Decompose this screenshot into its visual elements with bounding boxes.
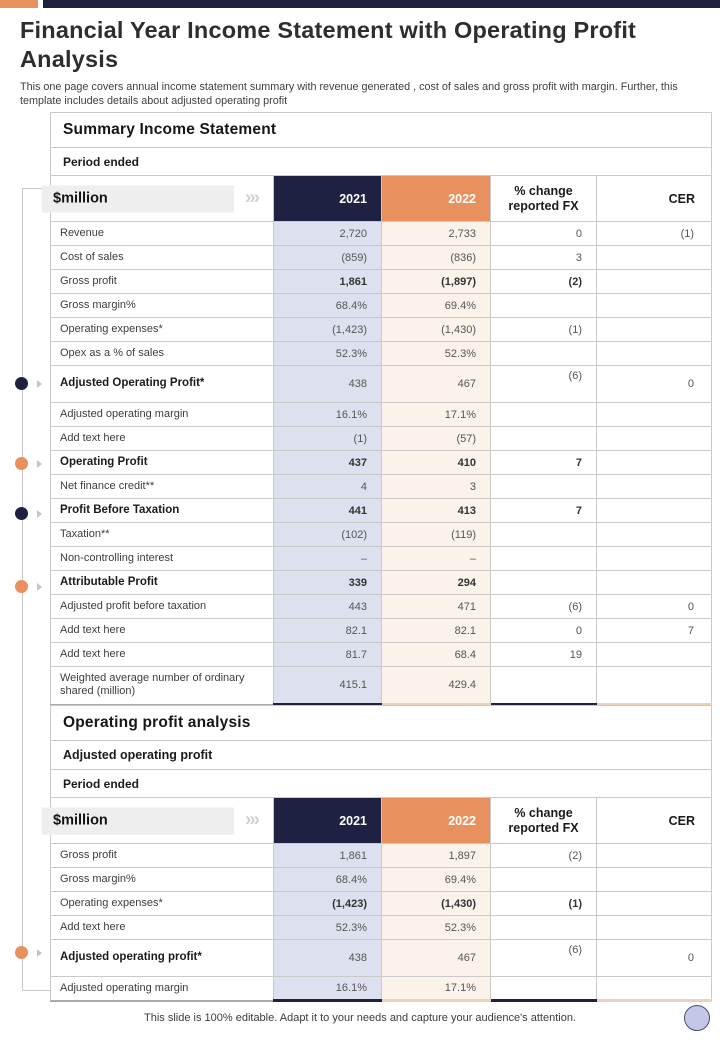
cell-2021: 438	[274, 366, 382, 403]
table-row	[51, 619, 712, 643]
cell-cer	[597, 475, 712, 499]
section-title: Summary Income Statement	[51, 113, 712, 148]
cell-2022: 69.4%	[382, 294, 491, 318]
cell-pct-change: 7	[491, 451, 597, 475]
section-title: Operating profit analysis	[51, 706, 712, 741]
cell-2022: 68.4	[382, 643, 491, 667]
cell-pct-change: 0	[491, 619, 597, 643]
cell-2021: 438	[274, 940, 382, 977]
marker-arrow-icon	[37, 380, 42, 388]
cell-pct-change	[491, 294, 597, 318]
cell-pct-change: 7	[491, 499, 597, 523]
cell-label: Net finance credit**	[51, 475, 274, 499]
cell-cer	[597, 318, 712, 342]
cell-cer	[597, 667, 712, 705]
cell-cer: 7	[597, 619, 712, 643]
cell-2022: 17.1%	[382, 403, 491, 427]
cell-2021: 441	[274, 499, 382, 523]
cell-label: Operating expenses*	[51, 318, 274, 342]
cell-pct-change: (2)	[491, 270, 597, 294]
cell-label: Adjusted operating profit*	[51, 940, 274, 977]
section-title-row	[51, 113, 712, 148]
marker-dot-orange-icon	[15, 946, 28, 959]
cell-label: Adjusted profit before taxation	[51, 595, 274, 619]
cell-pct-change	[491, 667, 597, 705]
table-row	[51, 499, 712, 523]
cell-cer	[597, 294, 712, 318]
table-row	[51, 475, 712, 499]
cell-label: Add text here	[51, 916, 274, 940]
cell-pct-change: 0	[491, 222, 597, 246]
cell-2022: 471	[382, 595, 491, 619]
period-ended-label: Period ended	[51, 148, 712, 176]
cell-2021: (1,423)	[274, 892, 382, 916]
cell-pct-change: (1)	[491, 892, 597, 916]
cell-label: Attributable Profit	[51, 571, 274, 595]
table-row	[51, 667, 712, 705]
cell-cer	[597, 643, 712, 667]
cell-pct-change: (1)	[491, 318, 597, 342]
cell-label: Adjusted Operating Profit*	[51, 366, 274, 403]
cell-cer	[597, 270, 712, 294]
cell-2021: 52.3%	[274, 916, 382, 940]
table-row	[51, 451, 712, 475]
cell-cer	[597, 892, 712, 916]
cell-2022: 3	[382, 475, 491, 499]
table-row	[51, 270, 712, 294]
cell-pct-change	[491, 523, 597, 547]
cell-2022: (1,897)	[382, 270, 491, 294]
cell-pct-change	[491, 868, 597, 892]
table-row	[51, 222, 712, 246]
cell-cer	[597, 427, 712, 451]
statement-table	[50, 112, 712, 706]
cell-pct-change	[491, 547, 597, 571]
topbar-navy	[43, 0, 720, 8]
cell-label: Adjusted operating margin	[51, 403, 274, 427]
cell-label: Gross profit	[51, 844, 274, 868]
cell-2022: 52.3%	[382, 342, 491, 366]
cell-cer	[597, 246, 712, 270]
cell-label: Revenue	[51, 222, 274, 246]
subsection-title-row	[51, 741, 712, 770]
table-row	[51, 868, 712, 892]
cell-pct-change: (6)	[491, 940, 597, 977]
cell-2022: 2,733	[382, 222, 491, 246]
table-row	[51, 595, 712, 619]
cell-label: Cost of sales	[51, 246, 274, 270]
chevrons-icon: ›››	[245, 187, 258, 209]
table-row	[51, 342, 712, 366]
cell-label: Adjusted operating margin	[51, 977, 274, 1001]
cell-label: Add text here	[51, 427, 274, 451]
marker-dot-orange-icon	[15, 580, 28, 593]
marker-dot-navy-icon	[15, 507, 28, 520]
marker-dot-navy-icon	[15, 377, 28, 390]
cell-label: Gross profit	[51, 270, 274, 294]
cell-pct-change	[491, 403, 597, 427]
cell-2021: (859)	[274, 246, 382, 270]
cell-label: Taxation**	[51, 523, 274, 547]
cell-2022: (1,430)	[382, 318, 491, 342]
unit-header-cell	[51, 176, 274, 222]
income-statement-tables	[50, 112, 711, 1002]
cell-label: Profit Before Taxation	[51, 499, 274, 523]
unit-header-cell	[51, 798, 274, 844]
cell-cer	[597, 868, 712, 892]
cell-cer: (1)	[597, 222, 712, 246]
cell-2021: 82.1	[274, 619, 382, 643]
decorative-circle	[684, 1005, 710, 1031]
cell-2022: (1,430)	[382, 892, 491, 916]
unit-label: $million	[42, 185, 234, 212]
page-title: Financial Year Income Statement with Operating Profit Analysis	[20, 17, 637, 72]
unit-label: $million	[42, 807, 234, 834]
cell-2022: 413	[382, 499, 491, 523]
cell-pct-change	[491, 916, 597, 940]
cell-cer	[597, 977, 712, 1001]
cell-cer: 0	[597, 940, 712, 977]
cell-pct-change: (2)	[491, 844, 597, 868]
cell-cer	[597, 916, 712, 940]
cell-2022: 1,897	[382, 844, 491, 868]
pct-change-header: % change reported FX	[491, 798, 597, 844]
cell-label: Operating expenses*	[51, 892, 274, 916]
year-2022-header: 2022	[382, 176, 491, 222]
cell-pct-change: 19	[491, 643, 597, 667]
cell-label: Add text here	[51, 643, 274, 667]
cell-2021: 4	[274, 475, 382, 499]
table-row	[51, 366, 712, 403]
cell-pct-change: (6)	[491, 366, 597, 403]
year-2022-header: 2022	[382, 798, 491, 844]
cell-2022: 294	[382, 571, 491, 595]
cell-pct-change: 3	[491, 246, 597, 270]
table-row	[51, 547, 712, 571]
marker-arrow-icon	[37, 583, 42, 591]
cell-2021: 16.1%	[274, 403, 382, 427]
cell-2022: 52.3%	[382, 916, 491, 940]
cell-2021: 68.4%	[274, 868, 382, 892]
cell-label: Gross margin%	[51, 294, 274, 318]
table-row	[51, 977, 712, 1001]
cell-2021: 2,720	[274, 222, 382, 246]
column-header-row	[51, 798, 712, 844]
cell-cer	[597, 499, 712, 523]
cell-pct-change	[491, 977, 597, 1001]
topbar-accent-orange	[0, 0, 38, 8]
table-row	[51, 571, 712, 595]
cell-cer	[597, 342, 712, 366]
table-row	[51, 403, 712, 427]
cell-2022: 82.1	[382, 619, 491, 643]
section-title-row	[51, 706, 712, 741]
cell-2021: (1,423)	[274, 318, 382, 342]
table-row	[51, 916, 712, 940]
cell-2022: (119)	[382, 523, 491, 547]
cell-label: Gross margin%	[51, 868, 274, 892]
period-ended-label: Period ended	[51, 770, 712, 798]
cell-2021: 81.7	[274, 643, 382, 667]
marker-arrow-icon	[37, 510, 42, 518]
subsection-title: Adjusted operating profit	[51, 741, 712, 770]
marker-arrow-icon	[37, 949, 42, 957]
cell-2021: 1,861	[274, 270, 382, 294]
table-row	[51, 294, 712, 318]
cell-pct-change	[491, 571, 597, 595]
cell-cer	[597, 844, 712, 868]
marker-dot-orange-icon	[15, 457, 28, 470]
cell-2021: 415.1	[274, 667, 382, 705]
cell-2021: –	[274, 547, 382, 571]
page-subtitle: This one page covers annual income statement summary with revenue generated , cost of sales and gross profit with margin. Further, this template includes details about adjusted operating profit	[20, 81, 678, 108]
cell-2021: 1,861	[274, 844, 382, 868]
table-row	[51, 246, 712, 270]
cell-label: Opex as a % of sales	[51, 342, 274, 366]
cell-cer: 0	[597, 366, 712, 403]
cell-2022: 410	[382, 451, 491, 475]
cell-label: Non-controlling interest	[51, 547, 274, 571]
cell-pct-change	[491, 427, 597, 451]
column-header-row	[51, 176, 712, 222]
period-ended-label-row	[51, 148, 712, 176]
cell-2021: 68.4%	[274, 294, 382, 318]
operating-profit-analysis-table	[50, 705, 711, 1002]
table-row	[51, 892, 712, 916]
marker-arrow-icon	[37, 460, 42, 468]
cell-pct-change	[491, 342, 597, 366]
year-2021-header: 2021	[274, 798, 382, 844]
cell-label: Operating Profit	[51, 451, 274, 475]
period-ended-label-row	[51, 770, 712, 798]
table-row	[51, 643, 712, 667]
cell-2022: 467	[382, 940, 491, 977]
cell-cer	[597, 571, 712, 595]
cell-pct-change: (6)	[491, 595, 597, 619]
chevrons-icon: ›››	[245, 809, 258, 831]
table-row	[51, 940, 712, 977]
cell-2022: 17.1%	[382, 977, 491, 1001]
table-row	[51, 523, 712, 547]
cell-2021: 443	[274, 595, 382, 619]
cer-header: CER	[597, 798, 712, 844]
cell-2022: –	[382, 547, 491, 571]
cell-2021: 437	[274, 451, 382, 475]
cell-2021: 16.1%	[274, 977, 382, 1001]
statement-table	[50, 705, 712, 1002]
summary-income-statement-table	[50, 112, 711, 706]
table-row	[51, 844, 712, 868]
cell-2021: (1)	[274, 427, 382, 451]
cell-2021: (102)	[274, 523, 382, 547]
cell-cer	[597, 451, 712, 475]
pct-change-header: % change reported FX	[491, 176, 597, 222]
cell-2022: (836)	[382, 246, 491, 270]
cell-cer: 0	[597, 595, 712, 619]
footer-note: This slide is 100% editable. Adapt it to your needs and capture your audience's attention.	[144, 1012, 576, 1024]
year-2021-header: 2021	[274, 176, 382, 222]
cell-cer	[597, 403, 712, 427]
cell-label: Add text here	[51, 619, 274, 643]
table-row	[51, 427, 712, 451]
cer-header: CER	[597, 176, 712, 222]
cell-cer	[597, 547, 712, 571]
cell-cer	[597, 523, 712, 547]
table-row	[51, 318, 712, 342]
cell-2022: 429.4	[382, 667, 491, 705]
cell-2021: 52.3%	[274, 342, 382, 366]
cell-2021: 339	[274, 571, 382, 595]
cell-pct-change	[491, 475, 597, 499]
cell-label: Weighted average number of ordinary shared (million)	[51, 667, 274, 705]
cell-2022: 69.4%	[382, 868, 491, 892]
cell-2022: (57)	[382, 427, 491, 451]
cell-2022: 467	[382, 366, 491, 403]
